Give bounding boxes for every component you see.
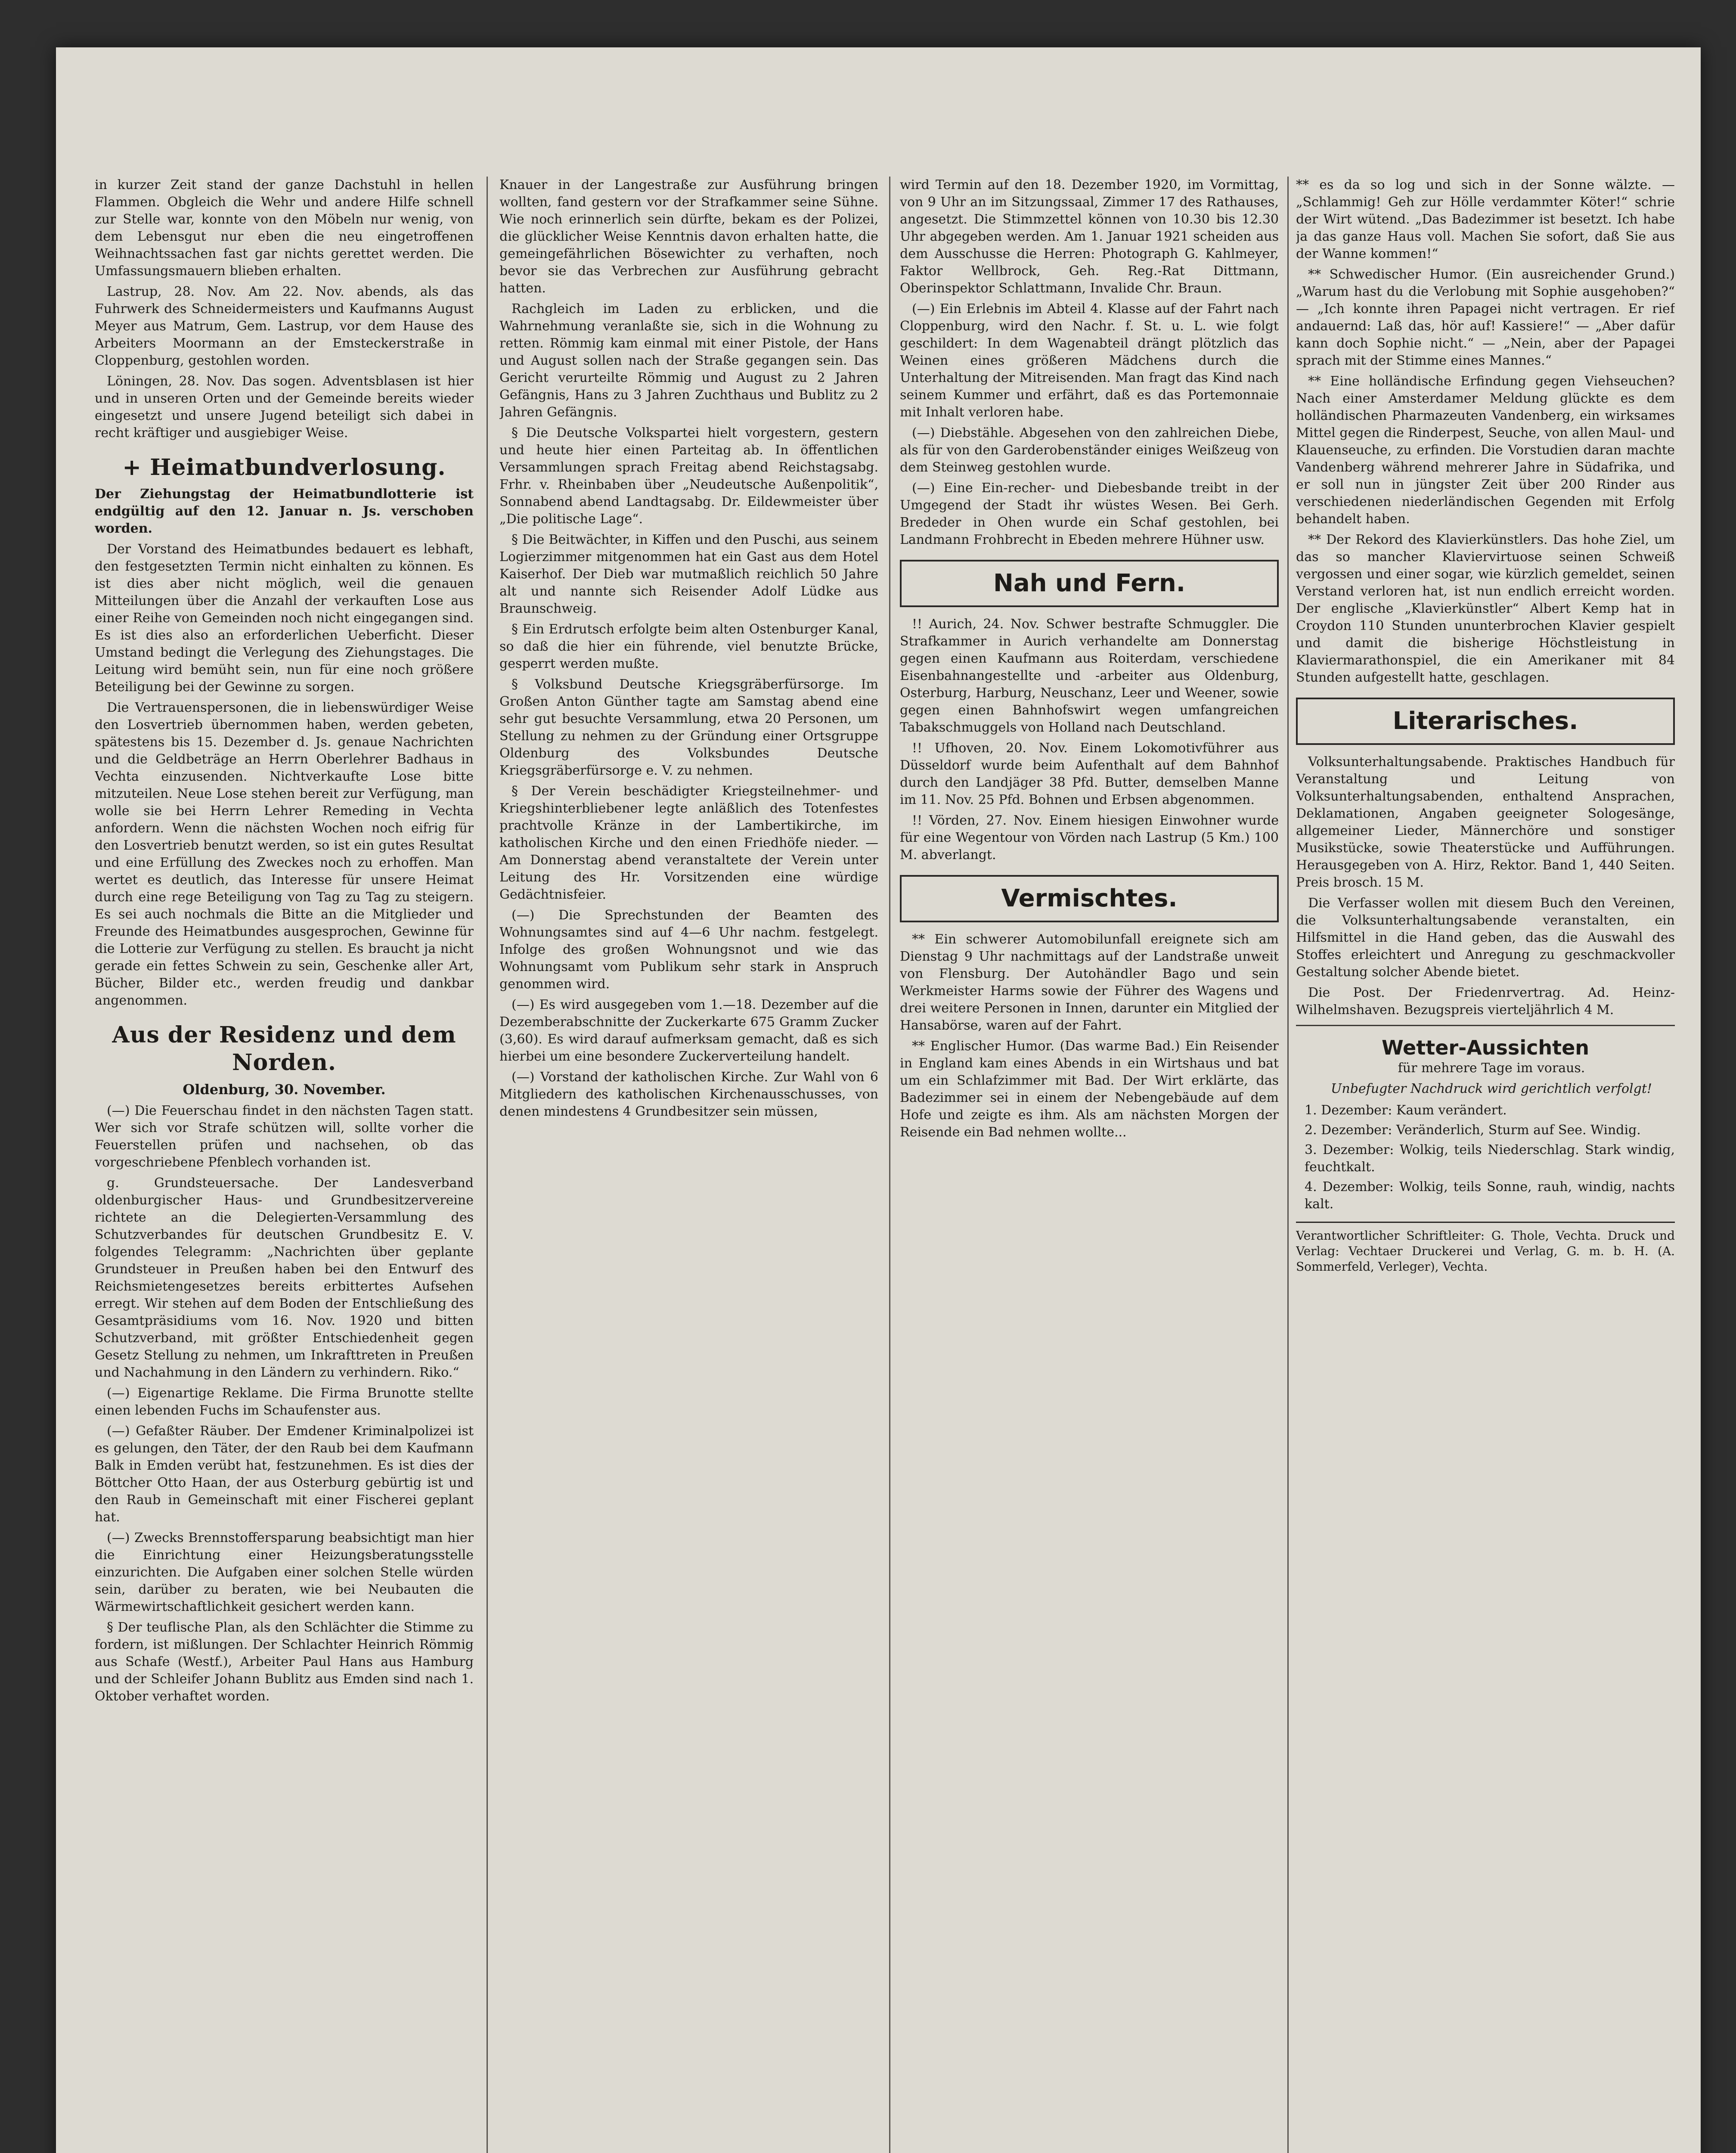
article-text: ** Schwedischer Humor. (Ein ausreichender Grund.) „Warum hast du die Verlobung mit Sophie ausgehoben?“ — „Ich konnte ihren Papagei nicht vertragen. Er rief andauernd: Laß das, hör auf! Kassiere!“ — „Aber dafür kann doch Sophie nicht.“ — „Nein, aber der Papagei sprach mit der Stimme eines Mannes.“ [1296,267,1675,368]
column-divider [1287,177,1289,2153]
article-text: !! Ufhoven, 20. Nov. Einem Lokomotivführer aus Düsseldorf wurde beim Aufenthalt auf dem Bahnhof durch den Landjäger 38 Pfd. Butter, demselben Manne im 11. Nov. 25 Pfd. Bohnen und Erbsen abgenommen. [900,741,1279,807]
weather-forecast-item: 4. Dezember: Wolkig, teils Sonne, rauh, windig, nachts kalt. [1305,1179,1675,1212]
article-text: Knauer in der Langestraße zur Ausführung bringen wollten, fand gestern vor der Strafkammer seine Sühne. Wie noch erinnerlich sein dürfte, bekam es der Polizei, die glücklicher Weise Kenntnis davon erhalten hatte, die gemeingefährlichen Bösewichter zu verhaften, noch bevor sie das Verbrechen zur Ausführung gebracht hatten. [499,177,878,296]
article-text: Löningen, 28. Nov. Das sogen. Adventsblasen ist hier und in unseren Orten und der Gemeinde bereits wieder eingesetzt und unsere Jugend beteiligt sich dabei in recht kräftiger und ausgiebiger Weise. [95,374,474,441]
section-heading-heimatbund: + Heimatbundverlosung. [122,454,446,481]
article-text: !! Aurich, 24. Nov. Schwer bestrafte Schmuggler. Die Strafkammer in Aurich verhandelte am Donnerstag gegen einen Kaufmann aus Roiterdam, verschiedene Eisenbahnangestellte und -arbeiter aus Oldenburg, Osterburg, Harburg, Neuschanz, Leer und Weener, sowie gegen einen Bahnhofswirt wegen umfangreichen Tabakschmuggels von Holland nach Deutschland. [900,617,1279,735]
divider [1296,1025,1675,1026]
weather-subheading: für mehrere Tage im voraus. [1398,1061,1585,1076]
article-text: § Volksbund Deutsche Kriegsgräberfürsorge. Im Großen Anton Günther tagte am Samstag abend eine sehr gut besuchte Versammlung, etwa 20 Personen, um Stellung zu nehmen zu der Gründung einer Ortsgruppe Oldenburg des Volksbundes Deutsche Kriegsgräberfürsorge e. V. zu nehmen. [499,677,878,778]
article-text: (—) Die Feuerschau findet in den nächsten Tagen statt. Wer sich vor Strafe schützen will, sollte vorher die Feuerstellen prüfen und nachsehen, ob das vorgeschriebene Pfenblech vorhanden ist. [95,1103,474,1170]
article-text: Die Vertrauenspersonen, die in liebenswürdiger Weise den Losvertrieb übernommen haben, werden gebeten, spätestens bis 15. Dezember d. Js. genaue Nachrichten und die Geldbeträge an Herrn Oberlehrer Badhaus in Vechta einzusenden. Nichtverkaufte Lose bitte mitzuteilen. Neue Lose stehen bereit zur Verfügung, man wolle sie bei Herrn Lehrer Remeding in Vechta anfordern. Wenn die nächsten Wochen noch eifrig für den Losvertrieb benutzt werden, so ist ein gutes Resultat und eine Erfüllung des Zweckes noch zu erhoffen. Man wertet es deutlich, das Interesse für unsere Heimat durch eine rege Beteiligung von Tag zu Tag zu steigern. Es sei auch nochmals die Bitte an die Mitglieder und Freunde des Heimatbundes ausgesprochen, Gewinne für die Lotterie zur Verfügung zu stellen. Es braucht ja nicht gerade ein fettes Schwein zu sein, Geschenke aller Art, Bücher, Bilder etc., werden freudig und dankbar angenommen. [95,700,474,1008]
section-heading-nah-fern: Nah und Fern. [900,560,1279,607]
article-text: (—) Vorstand der katholischen Kirche. Zur Wahl von 6 Mitgliedern des katholischen Kirchenausschusses, von denen mindestens 4 Grundbesitzer sein müssen, [499,1070,878,1119]
article-text: ** Der Rekord des Klavierkünstlers. Das hohe Ziel, um das so mancher Klaviervirtuose seinen Schweiß vergossen und einer sogar, wie kürzlich gemeldet, seinen Verstand verloren hat, ist nun endlich erreicht worden. Der englische „Klavierkünstler“ Albert Kemp hat in Croydon 110 Stunden ununterbrochen Klavier gespielt und damit die bisherige Höchstleistung in Klaviermarathonspiel, die ein Amerikaner mit 84 Stunden aufgestellt hatte, geschlagen. [1296,532,1675,685]
weather-forecast-list [1305,1102,1675,1213]
column-3 [900,177,1279,2153]
weather-forecast-item: 1. Dezember: Kaum verändert. [1305,1103,1507,1118]
column-4 [1296,177,1675,2153]
dateline: Oldenburg, 30. November. [183,1081,386,1098]
imprint: Verantwortlicher Schriftleiter: G. Thole, Vechta. Druck und Verlag: Vechtaer Druckerei und Verlag, G. m. b. H. (A. Sommerfeld, Verleger), Vechta. [1296,1222,1675,1275]
column-divider [889,177,890,2153]
article-text: (—) Eine Ein-recher- und Diebesbande treibt in der Umgegend der Stadt ihr wüstes Wesen. Bei Gerh. Brededer in Ohen wurde ein Schaf gestohlen, bei Landmann Frohbrecht in Ebeden mehrere Hühner usw. [900,481,1279,547]
article-text: Die Post. Der Friedenrvertrag. Ad. Heinz-Wilhelmshaven. Bezugspreis vierteljährlich 4 M. [1296,985,1675,1018]
article-text: § Ein Erdrutsch erfolgte beim alten Ostenburger Kanal, so daß die hier ein führende, viel benutzte Brücke, gesperrt werden mußte. [499,622,878,671]
article-text: (—) Gefaßter Räuber. Der Emdener Kriminalpolizei ist es gelungen, den Täter, der den Raub bei dem Kaufmann Balk in Emden verübt hat, festzunehmen. Es ist dies der Böttcher Otto Haan, der aus Osterburg gebürtig ist und den Raub in Gemeinschaft mit einer Fischerei geplant hat. [95,1424,474,1525]
weather-forecast-item: 2. Dezember: Veränderlich, Sturm auf See. Windig. [1305,1123,1641,1138]
article-text: § Die Beitwächter, in Kiffen und den Puschi, aus seinem Logierzimmer mitgenommen hat ein Gast aus dem Hotel Kaiserhof. Der Dieb war mutmaßlich reichlich 50 Jahre alt und nannte sich Reisender Adolf Lüdke aus Braunschweig. [499,532,878,616]
article-text: (—) Zwecks Brennstoffersparung beabsichtigt man hier die Einrichtung einer Heizungsberatungsstelle einzurichten. Die Aufgaben einer solchen Stelle würden sein, darüber zu beraten, wie bei Neubauten die Wärmewirtschaftlichkeit gesichert werden kann. [95,1530,474,1614]
article-text: Lastrup, 28. Nov. Am 22. Nov. abends, als das Fuhrwerk des Schneidermeisters und Kaufmanns August Meyer aus Matrum, Gem. Lastrup, vor dem Hause des Arbeiters Moormann an der Emsteckerstraße in Cloppenburg, gestohlen worden. [95,284,474,368]
article-text: ** Englischer Humor. (Das warme Bad.) Ein Reisender in England kam eines Abends in ein Wirtshaus und bat um ein Schlafzimmer mit Bad. Der Wirt erklärte, das Badezimmer sei in einem der Nebengebäude auf dem Hofe und zeigte es ihm. Als am nächsten Morgen der Reisende ein Bad nehmen wollte... [900,1039,1279,1140]
weather-forecast-item: 3. Dezember: Wolkig, teils Niederschlag. Stark windig, feuchtkalt. [1305,1142,1675,1175]
article-text: (—) Es wird ausgegeben vom 1.—18. Dezember auf die Dezemberabschnitte der Zuckerkarte 675 Gramm Zucker (3,60). Es wird darauf aufmerksam gemacht, daß es sich hierbei um eine besondere Zuckerverteilung handelt. [499,997,878,1064]
newspaper-page [56,47,1701,2153]
column-divider [487,177,488,2153]
weather-heading: Wetter-Aussichten [1381,1036,1590,1059]
section-heading-residenz: Aus der Residenz und dem Norden. [112,1022,456,1076]
article-text: Rachgleich im Laden zu erblicken, und die Wahrnehmung veranlaßte sie, sich in die Wohnung zu retten. Römmig kam einmal mit einer Pistole, der Hans und August sollen nach der Straße gegangen sein. Das Gericht verurteilte Römmig und August zu 2 Jahren Gefängnis, Hans zu 3 Jahren Zuchthaus und Bublitz zu 2 Jahren Gefängnis. [499,301,878,420]
article-text: !! Vörden, 27. Nov. Einem hiesigen Einwohner wurde für eine Wegentour von Vörden nach Lastrup (5 Km.) 100 M. abverlangt. [900,813,1279,862]
article-text: (—) Ein Erlebnis im Abteil 4. Klasse auf der Fahrt nach Cloppenburg, wird den Nachr. f. St. u. L. wie folgt geschildert: In dem Wagenabteil drängt plötzlich das Weinen eines größeren Mädchens durch die Unterhaltung der Mitreisenden. Man fragt das Kind nach seinem Kummer und erfährt, daß es das Portemonnaie mit Inhalt verloren habe. [900,301,1279,420]
section-heading-vermischtes: Vermischtes. [900,875,1279,922]
article-text: Der Ziehungstag der Heimatbundlotterie ist endgültig auf den 12. Januar n. Js. verschoben worden. [95,487,474,536]
article-text: § Die Deutsche Volkspartei hielt vorgestern, gestern und heute hier einen Parteitag ab. In öffentlichen Versammlungen sprach Freitag abend Reichstagsabg. Frhr. v. Rheinbaben über „Neudeutsche Außenpolitik“, Sonnabend abend Landtagsabg. Dr. Eildewmeister über „Die politische Lage“. [499,425,878,527]
weather-notice: Unbefugter Nachdruck wird gerichtlich verfolgt! [1331,1081,1652,1096]
column-2 [499,177,878,2153]
article-text: ** es da so log und sich in der Sonne wälzte. — „Schlammig! Geh zur Hölle verdammter Köter!“ schrie der Wirt wütend. „Das Badezimmer ist besetzt. Ich habe ja das ganze Haus voll. Machen Sie sofort, daß Sie aus der Wanne kommen!“ [1296,177,1675,261]
article-text: (—) Eigenartige Reklame. Die Firma Brunotte stellte einen lebenden Fuchs im Schaufenster aus. [95,1386,474,1418]
article-text: ** Ein schwerer Automobilunfall ereignete sich am Dienstag 9 Uhr nachmittags auf der Landstraße unweit von Flensburg. Der Autohändler Bago und sein Werkmeister Harms sowie der Führer des Wagens und drei weitere Personen in Innen, darunter ein Mitglied der Hansabörse, waren auf der Fahrt. [900,932,1279,1033]
article-text: Volksunterhaltungsabende. Praktisches Handbuch für Veranstaltung und Leitung von Volksunterhaltungsabenden, enthaltend Ansprachen, Deklamationen, Angaben geeigneter Sologesänge, allgemeiner Lieder, Männerchöre und sonstiger Musikstücke, sowie Theaterstücke und Aufführungen. Herausgegeben von A. Hirz, Rektor. Band 1, 440 Seiten. Preis brosch. 15 M. [1296,754,1675,890]
article-text: in kurzer Zeit stand der ganze Dachstuhl in hellen Flammen. Obgleich die Wehr und andere Hilfe schnell zur Stelle war, konnte von den Möbeln nur wenig, von dem Lebensgut nur eben die neu eingetroffenen Weihnachtssachen fast gar nichts gerettet werden. Die Umfassungsmauern blieben erhalten. [95,177,474,279]
column-1 [95,177,474,2153]
article-text: (—) Diebstähle. Abgesehen von den zahlreichen Diebe, als für von den Garderobenständer einiges Weißzeug von dem Steinweg gestohlen wurde. [900,425,1279,475]
section-heading-literarisches: Literarisches. [1296,698,1675,745]
article-text: § Der Verein beschädigter Kriegsteilnehmer- und Kriegshinterbliebener legte anläßlich des Totenfestes prachtvolle Kränze in der Lambertikirche, im katholischen Kirche und den einen Friedhöfe nieder. — Am Donnerstag abend veranstaltete der Verein unter Leitung des Hr. Vorsitzenden eine würdige Gedächtnisfeier. [499,784,878,902]
article-text: ** Eine holländische Erfindung gegen Viehseuchen? Nach einer Amsterdamer Meldung glückte es dem holländischen Pharmazeuten Vandenberg, ein wirksames Mittel gegen die Rinderpest, Seuche, von allen Maul- und Klauenseuche, zu erfinden. Die Vorstudien daran machte Vandenberg während mehrerer Jahre in Südafrika, und er soll nun in jüngster Zeit über 200 Rinder aus verschiedenen niederländischen Gegenden mit Erfolg behandelt haben. [1296,374,1675,527]
article-text: § Der teuflische Plan, als den Schlächter die Stimme zu fordern, ist mißlungen. Der Schlachter Heinrich Römmig aus Schafe (Westf.), Arbeiter Paul Hans aus Hamburg und der Schleifer Johann Bublitz aus Emden sind nach 1. Oktober verhaftet worden. [95,1620,474,1704]
article-text: Die Verfasser wollen mit diesem Buch den Vereinen, die Volksunterhaltungsabende veranstalten, ein Hilfsmittel in die Hand geben, das die Auswahl des Stoffes erleichtert und Anregung zu geschmackvoller Gestaltung solcher Abende bietet. [1296,896,1675,980]
article-text: wird Termin auf den 18. Dezember 1920, im Vormittag, von 9 Uhr an im Sitzungssaal, Zimmer 17 des Rathauses, angesetzt. Die Stimmzettel können von 10.30 bis 12.30 Uhr abgegeben werden. Am 1. Januar 1921 scheiden aus dem Ausschusse die Herren: Photograph G. Kahlmeyer, Faktor Wellbrock, Geh. Reg.-Rat Dittmann, Oberinspektor Schlattmann, Invalide Chr. Braun. [900,177,1279,296]
article-text: (—) Die Sprechstunden der Beamten des Wohnungsamtes sind auf 4—6 Uhr nachm. festgelegt. Infolge des großen Wohnungsnot und wie das Wohnungsamt vom Publikum sehr stark in Anspruch genommen wird. [499,908,878,992]
article-text: g. Grundsteuersache. Der Landesverband oldenburgischer Haus- und Grundbesitzervereine richtete an die Delegierten-Versammlung des Schutzverbandes für deutschen Grundbesitz E. V. folgendes Telegramm: „Nachrichten über geplante Grundsteuer in Preußen haben bei den Entwurf des Reichsmietengesetzes bereits erbittertes Aufsehen erregt. Wir stehen auf dem Boden der Entschließung des Gesamtpräsidiums vom 16. Nov. 1920 und bitten Schutzverband, mit größter Entschiedenheit gegen Gesetz Stellung zu nehmen, um Inkrafttreten in Preußen und Nachahmung in den Ländern zu verhindern. Riko.“ [95,1176,474,1380]
article-text: Der Vorstand des Heimatbundes bedauert es lebhaft, den festgesetzten Termin nicht einhalten zu können. Es ist dies aber nicht möglich, weil die genauen Mitteilungen über die Anzahl der verkauften Lose aus einer Reihe von Gemeinden noch nicht eingegangen sind. Es ist dies also an erforderlichen Ueberficht. Dieser Umstand bedingt die Verlegung des Ziehungstages. Die Leitung wird bemüht sein, nun für eine noch größere Beteiligung bei der Gewinne zu sorgen. [95,542,474,695]
